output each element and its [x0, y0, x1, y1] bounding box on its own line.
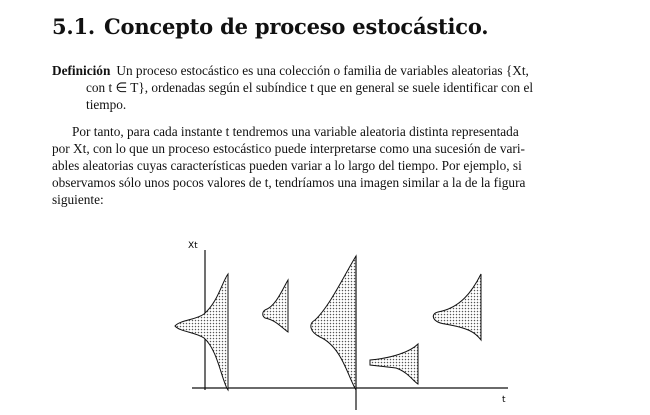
density-curve [175, 274, 228, 390]
paragraph-line: por Xt, con lo que un proceso estocástico puede interpretarse como una sucesión de vari- [52, 141, 525, 156]
definition-label: Definición [52, 63, 111, 78]
x-axis-label: t [502, 395, 506, 405]
body-paragraph [52, 123, 612, 208]
definition-block [52, 62, 612, 113]
density-curve [370, 344, 418, 384]
definition-line: tiempo. [86, 97, 127, 112]
stochastic-process-figure [170, 232, 520, 412]
definition-line [52, 62, 612, 79]
paragraph-line: siguiente: [52, 192, 104, 207]
paragraph-line: Por tanto, para cada instante t tendremos una variable aleatoria distinta representada [72, 124, 519, 139]
paragraph-line: ables aleatorias cuyas características pueden variar a lo largo del tiempo. Por ejemplo, si [52, 158, 522, 173]
density-curve [263, 280, 288, 332]
section-title: Concepto de proceso estocástico. [104, 14, 489, 39]
definition-text: Un proceso estocástico es una colección o familia de variables aleatorias {Xt, [116, 63, 529, 78]
section-number: 5.1. [52, 14, 96, 39]
paragraph-line: observamos sólo unos pocos valores de t, tendríamos una imagen similar a la de la figura [52, 175, 526, 190]
y-axis-label: Xt [188, 241, 198, 251]
density-curve [433, 274, 481, 340]
definition-line: con t ∈ T}, ordenadas según el subíndice t que en general se suele identificar con el [86, 80, 534, 95]
section-heading [52, 14, 488, 39]
density-curve [311, 256, 356, 390]
